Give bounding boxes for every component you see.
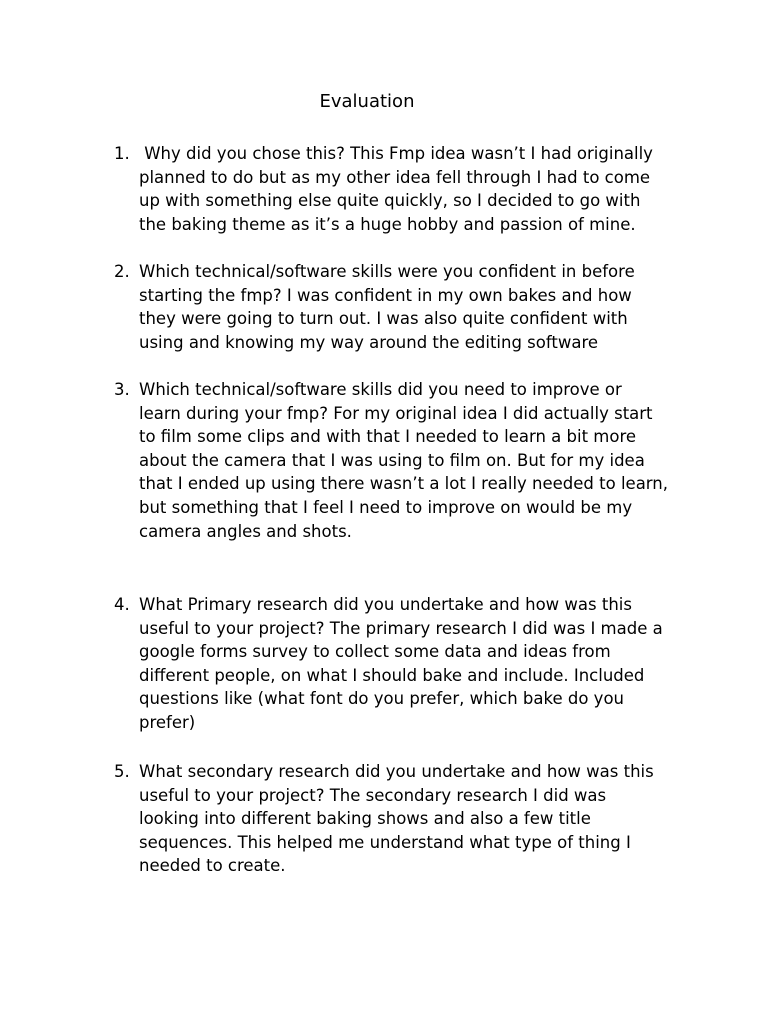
list-item-number: 2. bbox=[114, 262, 130, 281]
list-item-number: 1. bbox=[114, 144, 130, 163]
list-item bbox=[114, 760, 684, 878]
list-item bbox=[114, 260, 684, 354]
list-item bbox=[114, 593, 684, 735]
list-item-line: google forms survey to collect some data and ideas from bbox=[139, 642, 611, 662]
list-item-line: they were going to turn out. I was also quite confident with bbox=[139, 309, 628, 329]
page-title: Evaluation bbox=[319, 91, 415, 112]
list-item-line: that I ended up using there wasn’t a lot I really needed to learn, bbox=[139, 474, 668, 494]
list-item-line: What Primary research did you undertake and how was this bbox=[139, 595, 632, 614]
list-item-line: to film some clips and with that I needed to learn a bit more bbox=[139, 427, 637, 447]
list-item bbox=[114, 378, 684, 543]
list-item-line: starting the fmp? I was confident in my own bakes and how bbox=[139, 285, 632, 305]
list-item-number: 3. bbox=[114, 380, 130, 399]
list-item-line: Which technical/software skills did you need to improve or bbox=[139, 380, 622, 399]
list-item-number: 5. bbox=[114, 762, 130, 781]
list-item-line: needed to create. bbox=[139, 856, 286, 876]
list-item-line: Which technical/software skills were you confident in before bbox=[139, 262, 635, 281]
list-item bbox=[114, 142, 684, 236]
list-item-line: using and knowing my way around the editing software bbox=[139, 332, 599, 352]
list-item-line: Why did you chose this? This Fmp idea wasn’t I had originally bbox=[139, 144, 653, 163]
list-item-line: the baking theme as it’s a huge hobby and passion of mine. bbox=[139, 214, 636, 234]
list-item-line: learn during your fmp? For my original idea I did actually start bbox=[139, 403, 653, 423]
list-item-line: questions like (what font do you prefer, which bake do you bbox=[139, 689, 624, 709]
list-item-line: planned to do but as my other idea fell through I had to come bbox=[139, 167, 651, 187]
list-item-line: camera angles and shots. bbox=[139, 521, 352, 541]
list-item-line: but something that I feel I need to improve on would be my bbox=[139, 497, 633, 517]
list-item-line: different people, on what I should bake and include. Included bbox=[139, 665, 645, 685]
list-item-line: about the camera that I was using to film on. But for my idea bbox=[139, 450, 645, 470]
list-item-line: prefer) bbox=[139, 712, 196, 732]
list-item-line: useful to your project? The secondary research I did was bbox=[139, 785, 607, 805]
list-item-line: up with something else quite quickly, so I decided to go with bbox=[139, 191, 641, 211]
list-item-number: 4. bbox=[114, 595, 130, 614]
list-item-line: What secondary research did you undertake and how was this bbox=[139, 762, 654, 781]
list-item-line: useful to your project? The primary research I did was I made a bbox=[139, 618, 663, 638]
list-item-line: looking into different baking shows and also a few title bbox=[139, 809, 591, 829]
list-item-line: sequences. This helped me understand what type of thing I bbox=[139, 832, 631, 852]
